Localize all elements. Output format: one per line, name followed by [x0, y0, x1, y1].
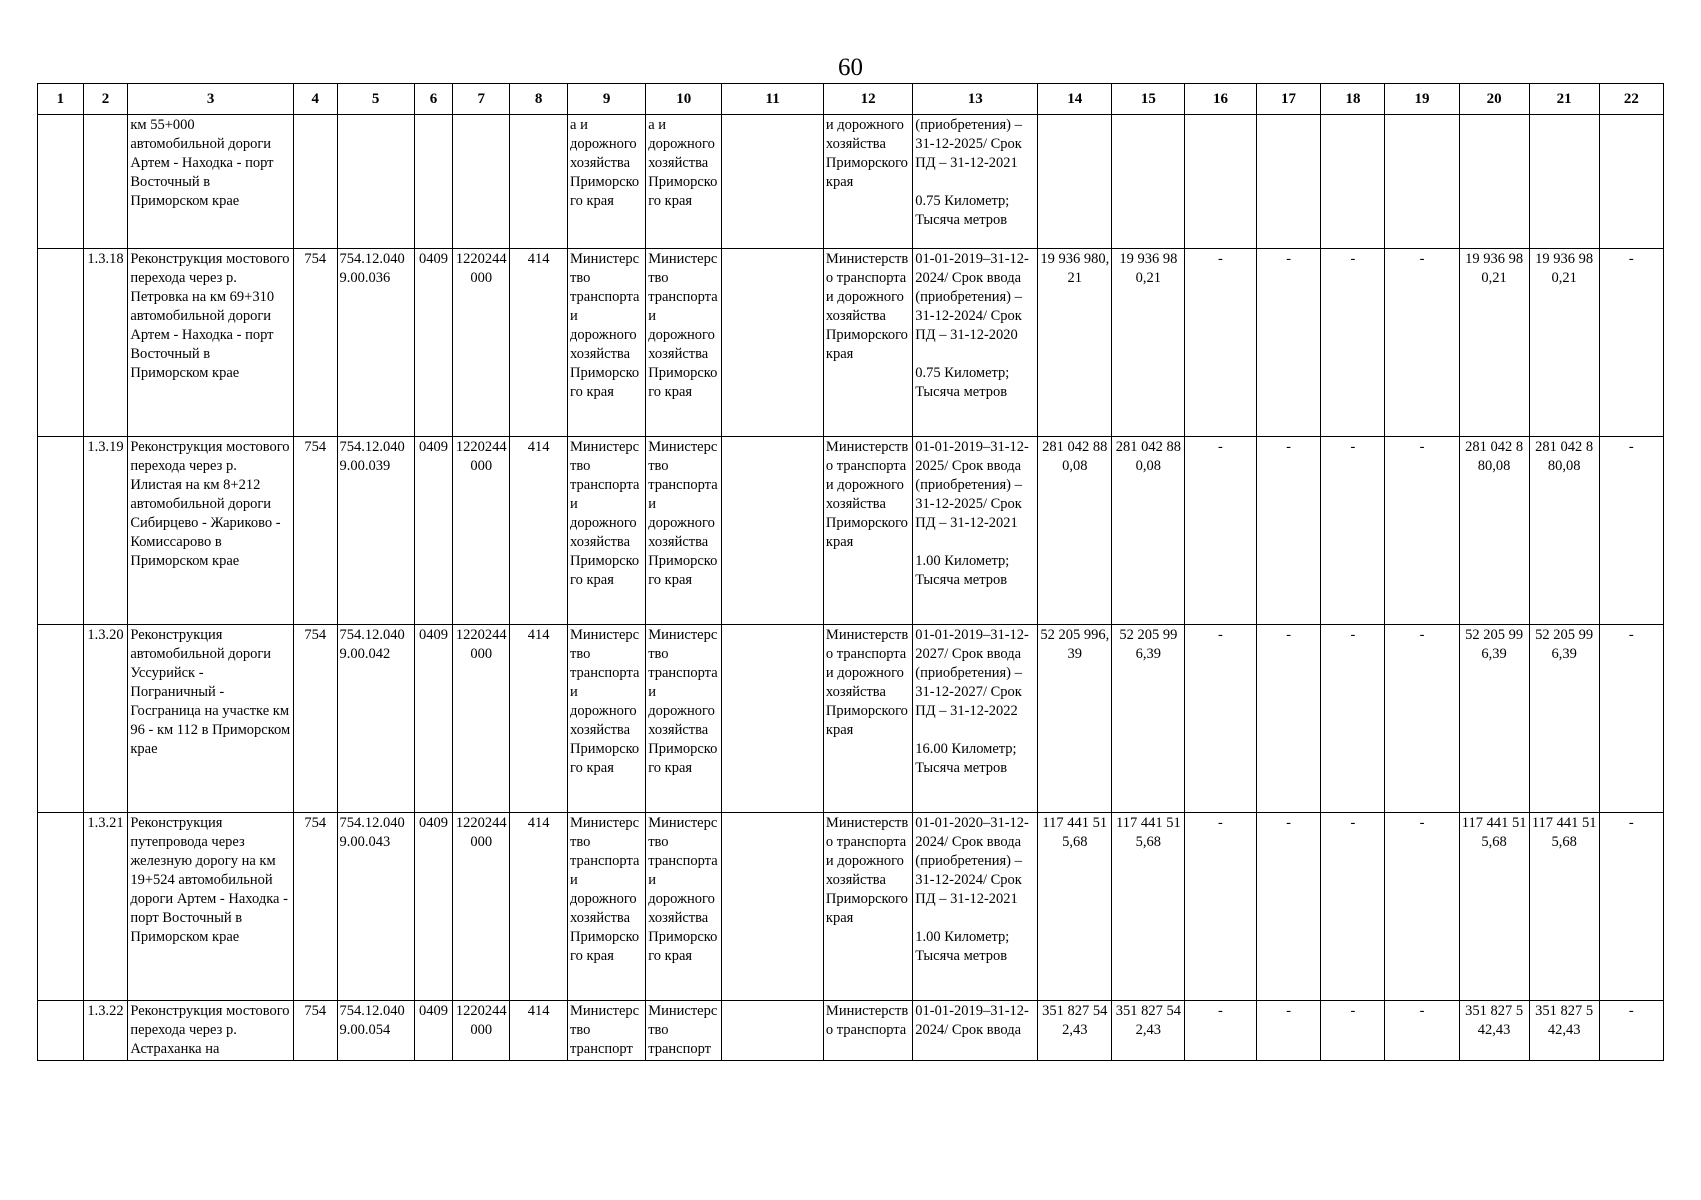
- item-code-cell: 1.3.22: [83, 1001, 128, 1061]
- column-header: 19: [1385, 84, 1459, 115]
- organization-cell: Министерство транспорта: [823, 1001, 912, 1061]
- dash-cell: -: [1256, 813, 1321, 1001]
- amount-cell: 19 936 980,21: [1112, 249, 1185, 437]
- amount-cell: 351 827 542,43: [1529, 1001, 1599, 1061]
- code-cell: 754.12.0409.00.043: [337, 813, 414, 1001]
- dash-cell: [1599, 115, 1663, 249]
- object-name-cell: Реконструкция путепровода через железную дорогу на км 19+524 автомобильной дороги Артем - Находка - порт Восточный в Приморском крае: [128, 813, 294, 1001]
- expense-type-cell: [510, 115, 568, 249]
- term-cell: (приобретения) – 31-12-2025/ Срок ПД – 31-12-2021 0.75 Километр; Тысяча метров: [913, 115, 1038, 249]
- empty-cell: [722, 115, 824, 249]
- column-header: 7: [453, 84, 510, 115]
- table-row: [38, 625, 1664, 813]
- term-cell: 01-01-2020–31-12-2024/ Срок ввода (приобретения) – 31-12-2024/ Срок ПД – 31-12-2021 1.00 Километр; Тысяча метров: [913, 813, 1038, 1001]
- column-header: 20: [1459, 84, 1529, 115]
- row-number-cell: [38, 813, 84, 1001]
- empty-cell: [722, 625, 824, 813]
- code-cell: 754: [293, 813, 337, 1001]
- organization-cell: Министерство транспорта и дорожного хозяйства Приморского края: [568, 249, 646, 437]
- code-cell: 754: [293, 625, 337, 813]
- object-name-cell: Реконструкция мостового перехода через р. Астраханка на: [128, 1001, 294, 1061]
- dash-cell: -: [1599, 813, 1663, 1001]
- organization-cell: Министерство транспорта и дорожного хозяйства Приморского края: [646, 249, 722, 437]
- empty-cell: [722, 437, 824, 625]
- column-header: 22: [1599, 84, 1663, 115]
- dash-cell: -: [1321, 249, 1385, 437]
- header-row: [38, 84, 1664, 115]
- amount-cell: 19 936 980,21: [1459, 249, 1529, 437]
- dash-cell: -: [1256, 1001, 1321, 1061]
- amount-cell: [1529, 115, 1599, 249]
- table-row: [38, 1001, 1664, 1061]
- object-name-cell: км 55+000 автомобильной дороги Артем - Находка - порт Восточный в Приморском крае: [128, 115, 294, 249]
- dash-cell: -: [1321, 1001, 1385, 1061]
- term-cell: 01-01-2019–31-12-2024/ Срок ввода: [913, 1001, 1038, 1061]
- item-code-cell: [83, 115, 128, 249]
- object-name-cell: Реконструкция мостового перехода через р. Петровка на км 69+310 автомобильной дороги Артем - Находка - порт Восточный в Приморском крае: [128, 249, 294, 437]
- expense-type-cell: 414: [510, 625, 568, 813]
- column-header: 21: [1529, 84, 1599, 115]
- organization-cell: Министерство транспорта и дорожного хозяйства Приморского края: [568, 625, 646, 813]
- item-code-cell: 1.3.18: [83, 249, 128, 437]
- dash-cell: -: [1385, 1001, 1459, 1061]
- amount-cell: 351 827 542,43: [1038, 1001, 1112, 1061]
- dash-cell: [1321, 115, 1385, 249]
- dash-cell: -: [1256, 625, 1321, 813]
- code-cell: 754: [293, 249, 337, 437]
- organization-cell: а и дорожного хозяйства Приморского края: [646, 115, 722, 249]
- dash-cell: -: [1321, 437, 1385, 625]
- target-item-cell: 1220244000: [453, 813, 510, 1001]
- column-header: 8: [510, 84, 568, 115]
- organization-cell: Министерство транспорта и дорожного хозяйства Приморского края: [823, 437, 912, 625]
- amount-cell: 351 827 542,43: [1112, 1001, 1185, 1061]
- term-cell: 01-01-2019–31-12-2024/ Срок ввода (приобретения) – 31-12-2024/ Срок ПД – 31-12-2020 0.75 Километр; Тысяча метров: [913, 249, 1038, 437]
- target-item-cell: 1220244000: [453, 249, 510, 437]
- code-cell: [337, 115, 414, 249]
- term-cell: 01-01-2019–31-12-2027/ Срок ввода (приобретения) – 31-12-2027/ Срок ПД – 31-12-2022 16.00 Километр; Тысяча метров: [913, 625, 1038, 813]
- column-header: 3: [128, 84, 294, 115]
- data-table: [37, 83, 1664, 1061]
- row-number-cell: [38, 115, 84, 249]
- amount-cell: 117 441 515,68: [1038, 813, 1112, 1001]
- organization-cell: Министерство транспорта и дорожного хозяйства Приморского края: [823, 813, 912, 1001]
- amount-cell: 52 205 996,39: [1529, 625, 1599, 813]
- dash-cell: -: [1599, 1001, 1663, 1061]
- section-cell: 0409: [414, 249, 453, 437]
- column-header: 12: [823, 84, 912, 115]
- column-header: 9: [568, 84, 646, 115]
- column-header: 17: [1256, 84, 1321, 115]
- term-cell: 01-01-2019–31-12-2025/ Срок ввода (приобретения) – 31-12-2025/ Срок ПД – 31-12-2021 1.00 Километр; Тысяча метров: [913, 437, 1038, 625]
- dash-cell: -: [1385, 813, 1459, 1001]
- section-cell: 0409: [414, 437, 453, 625]
- dash-cell: -: [1185, 813, 1256, 1001]
- dash-cell: [1385, 115, 1459, 249]
- column-header: 6: [414, 84, 453, 115]
- column-header: 4: [293, 84, 337, 115]
- dash-cell: -: [1599, 249, 1663, 437]
- amount-cell: 281 042 880,08: [1038, 437, 1112, 625]
- amount-cell: 19 936 980,21: [1529, 249, 1599, 437]
- amount-cell: 351 827 542,43: [1459, 1001, 1529, 1061]
- item-code-cell: 1.3.21: [83, 813, 128, 1001]
- amount-cell: 281 042 880,08: [1112, 437, 1185, 625]
- column-header: 1: [38, 84, 84, 115]
- column-header: 14: [1038, 84, 1112, 115]
- organization-cell: Министерство транспорта и дорожного хозяйства Приморского края: [646, 813, 722, 1001]
- amount-cell: [1112, 115, 1185, 249]
- row-number-cell: [38, 625, 84, 813]
- column-header: 18: [1321, 84, 1385, 115]
- item-code-cell: 1.3.20: [83, 625, 128, 813]
- code-cell: 754.12.0409.00.042: [337, 625, 414, 813]
- dash-cell: -: [1599, 625, 1663, 813]
- dash-cell: -: [1385, 625, 1459, 813]
- amount-cell: 19 936 980,21: [1038, 249, 1112, 437]
- section-cell: [414, 115, 453, 249]
- dash-cell: -: [1185, 625, 1256, 813]
- section-cell: 0409: [414, 1001, 453, 1061]
- empty-cell: [722, 813, 824, 1001]
- section-cell: 0409: [414, 813, 453, 1001]
- table-row: [38, 813, 1664, 1001]
- column-header: 15: [1112, 84, 1185, 115]
- target-item-cell: 1220244000: [453, 437, 510, 625]
- amount-cell: 117 441 515,68: [1459, 813, 1529, 1001]
- amount-cell: 117 441 515,68: [1529, 813, 1599, 1001]
- code-cell: [293, 115, 337, 249]
- section-cell: 0409: [414, 625, 453, 813]
- code-cell: 754.12.0409.00.036: [337, 249, 414, 437]
- page-number: 60: [838, 54, 863, 81]
- amount-cell: 281 042 880,08: [1459, 437, 1529, 625]
- amount-cell: 52 205 996,39: [1112, 625, 1185, 813]
- organization-cell: Министерство транспорта и дорожного хозяйства Приморского края: [823, 625, 912, 813]
- dash-cell: [1185, 115, 1256, 249]
- amount-cell: 52 205 996,39: [1459, 625, 1529, 813]
- column-header: 5: [337, 84, 414, 115]
- code-cell: 754: [293, 1001, 337, 1061]
- code-cell: 754: [293, 437, 337, 625]
- column-header: 2: [83, 84, 128, 115]
- organization-cell: Министерство транспорт: [646, 1001, 722, 1061]
- dash-cell: -: [1185, 1001, 1256, 1061]
- organization-cell: Министерство транспорта и дорожного хозяйства Приморского края: [646, 437, 722, 625]
- table-row: [38, 249, 1664, 437]
- organization-cell: Министерство транспорта и дорожного хозяйства Приморского края: [823, 249, 912, 437]
- organization-cell: Министерство транспорта и дорожного хозяйства Приморского края: [568, 813, 646, 1001]
- amount-cell: [1459, 115, 1529, 249]
- column-header: 13: [913, 84, 1038, 115]
- target-item-cell: 1220244000: [453, 1001, 510, 1061]
- target-item-cell: [453, 115, 510, 249]
- row-number-cell: [38, 249, 84, 437]
- empty-cell: [722, 1001, 824, 1061]
- expense-type-cell: 414: [510, 437, 568, 625]
- row-number-cell: [38, 437, 84, 625]
- row-number-cell: [38, 1001, 84, 1061]
- item-code-cell: 1.3.19: [83, 437, 128, 625]
- dash-cell: [1256, 115, 1321, 249]
- amount-cell: 281 042 880,08: [1529, 437, 1599, 625]
- dash-cell: -: [1321, 625, 1385, 813]
- amount-cell: 117 441 515,68: [1112, 813, 1185, 1001]
- column-header: 10: [646, 84, 722, 115]
- amount-cell: [1038, 115, 1112, 249]
- expense-type-cell: 414: [510, 1001, 568, 1061]
- organization-cell: Министерство транспорта и дорожного хозяйства Приморского края: [646, 625, 722, 813]
- column-header: 16: [1185, 84, 1256, 115]
- expense-type-cell: 414: [510, 249, 568, 437]
- code-cell: 754.12.0409.00.054: [337, 1001, 414, 1061]
- organization-cell: Министерство транспорт: [568, 1001, 646, 1061]
- target-item-cell: 1220244000: [453, 625, 510, 813]
- dash-cell: -: [1385, 249, 1459, 437]
- organization-cell: и дорожного хозяйства Приморского края: [823, 115, 912, 249]
- amount-cell: 52 205 996,39: [1038, 625, 1112, 813]
- code-cell: 754.12.0409.00.039: [337, 437, 414, 625]
- table-row: [38, 115, 1664, 249]
- object-name-cell: Реконструкция автомобильной дороги Уссурийск - Пограничный - Госграница на участке км 96 - км 112 в Приморском крае: [128, 625, 294, 813]
- dash-cell: -: [1185, 437, 1256, 625]
- dash-cell: -: [1321, 813, 1385, 1001]
- column-header: 11: [722, 84, 824, 115]
- dash-cell: -: [1385, 437, 1459, 625]
- dash-cell: -: [1185, 249, 1256, 437]
- organization-cell: Министерство транспорта и дорожного хозяйства Приморского края: [568, 437, 646, 625]
- expense-type-cell: 414: [510, 813, 568, 1001]
- dash-cell: -: [1256, 437, 1321, 625]
- dash-cell: -: [1256, 249, 1321, 437]
- dash-cell: -: [1599, 437, 1663, 625]
- object-name-cell: Реконструкция мостового перехода через р. Илистая на км 8+212 автомобильной дороги Сибирцево - Жариково - Комиссарово в Приморском крае: [128, 437, 294, 625]
- organization-cell: а и дорожного хозяйства Приморского края: [568, 115, 646, 249]
- table-row: [38, 437, 1664, 625]
- empty-cell: [722, 249, 824, 437]
